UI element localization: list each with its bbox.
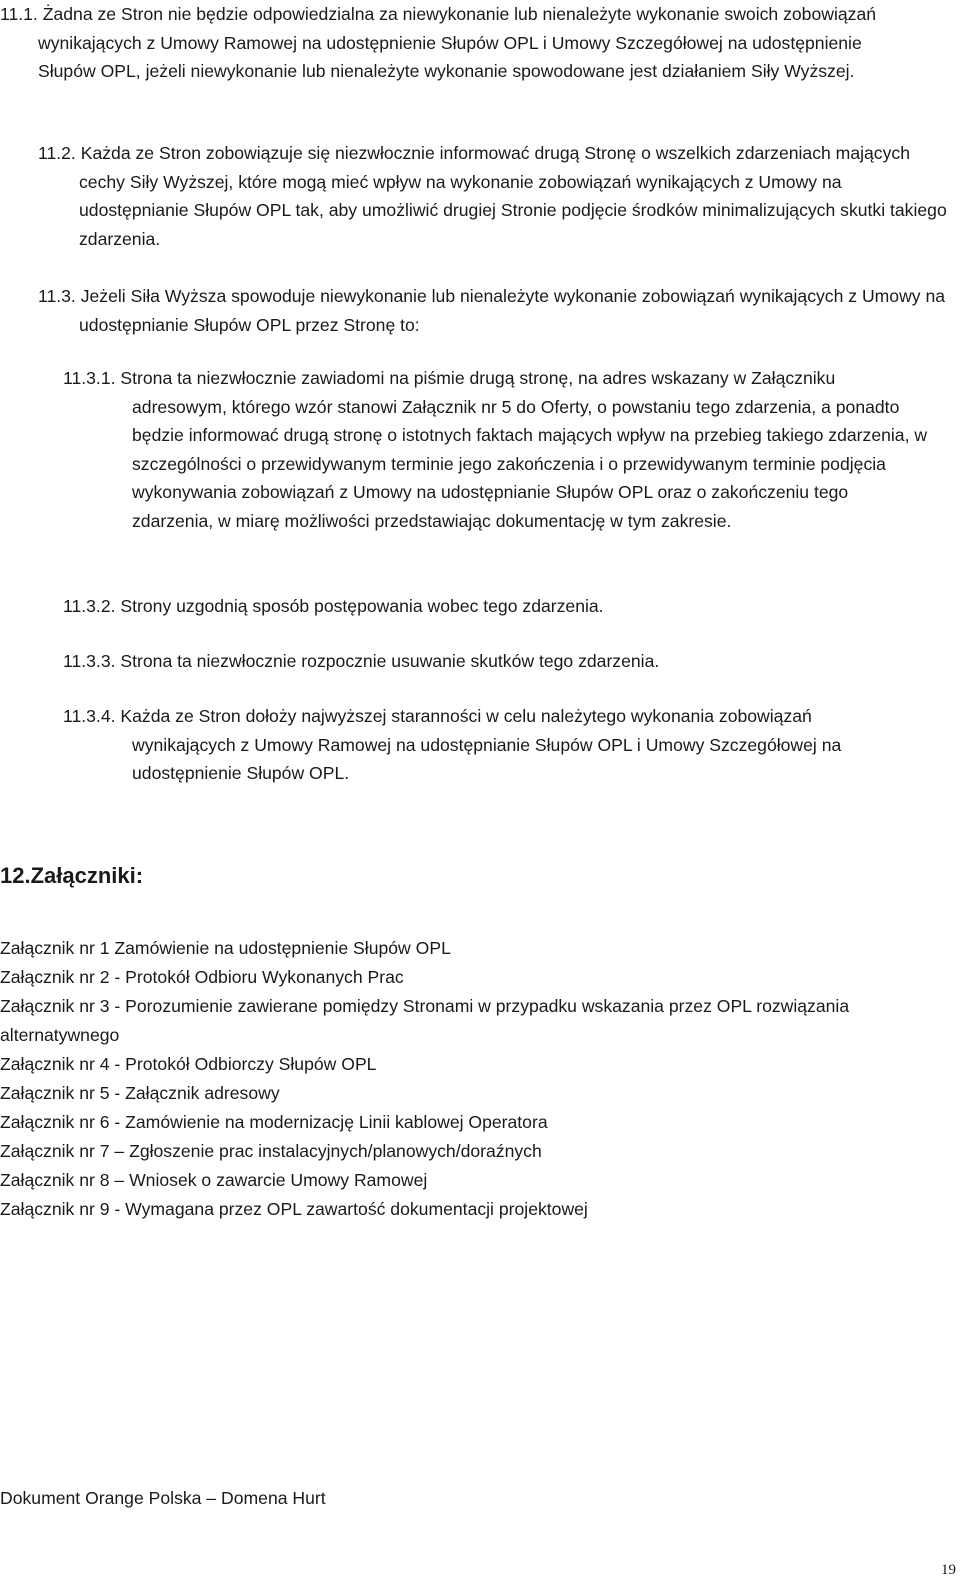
clause-text: Jeżeli Siła Wyższa spowoduje niewykonanie lub nienależyte wykonanie zobowiązań wynikających z Umowy na udostępnianie Słupów OPL przez Stronę to: [79,286,946,335]
clause-11-3-2 [63,592,933,621]
attachment-item: Załącznik nr 9 - Wymagana przez OPL zawartość dokumentacji projektowej [0,1199,588,1219]
clause-11-3-3 [63,647,933,676]
attachment-item: Załącznik nr 1 Zamówienie na udostępnienie Słupów OPL [0,938,451,958]
attachment-item: Załącznik nr 2 - Protokół Odbioru Wykonanych Prac [0,967,404,987]
attachment-item: Załącznik nr 6 - Zamówienie na modernizację Linii kablowej Operatora [0,1112,548,1132]
clause-11-3-1 [63,364,933,536]
page-number: 19 [941,1562,956,1578]
clause-11-3 [38,282,950,339]
attachment-item: Załącznik nr 8 – Wniosek o zawarcie Umowy Ramowej [0,1170,428,1190]
attachment-item: Załącznik nr 5 - Załącznik adresowy [0,1083,280,1103]
clause-text: Strona ta niezwłocznie rozpocznie usuwanie skutków tego zdarzenia. [120,651,660,671]
attachment-item: Załącznik nr 4 - Protokół Odbiorczy Słupów OPL [0,1054,377,1074]
clause-text: Każda ze Stron zobowiązuje się niezwłocznie informować drugą Stronę o wszelkich zdarzeniach mających cechy Siły Wyższej, które mogą mieć wpływ na wykonanie zobowiązań wynikających z Umowy na udostępnianie Słupów OPL tak, aby umożliwić drugiej Stronie podjęcie środków minimalizujących skutki takiego zdarzenia. [79,143,947,249]
clause-11-2 [38,139,950,253]
attachment-item: Załącznik nr 7 – Zgłoszenie prac instalacyjnych/planowych/doraźnych [0,1141,542,1161]
clause-text: Strony uzgodnią sposób postępowania wobec tego zdarzenia. [120,596,604,616]
section-heading: 12.Załączniki: [0,863,144,888]
clause-number: 11.3.2. [63,596,116,616]
clause-number: 11.3. [38,286,76,306]
attachment-item: Załącznik nr 3 - Porozumienie zawierane pomiędzy Stronami w przypadku wskazania przez OPL rozwiązania alternatywnego [0,996,850,1045]
clause-11-3-4 [63,702,911,788]
document-footer: Dokument Orange Polska – Domena Hurt [0,1488,326,1508]
clause-number: 11.2. [38,143,76,163]
clause-text: Żadna ze Stron nie będzie odpowiedzialna za niewykonanie lub nienależyte wykonanie swoich zobowiązań wynikających z Umowy Ramowej na udostępnienie Słupów OPL i Umowy Szczegółowej na udostępnienie Słupów OPL, jeżeli niewykonanie lub nienależyte wykonanie spowodowane jest działaniem Siły Wyższej. [38,4,877,82]
clause-number: 11.3.1. [63,368,116,388]
clause-number: 11.1. [0,4,38,24]
clause-number: 11.3.3. [63,651,116,671]
attachments-list [0,934,935,1224]
clause-number: 11.3.4. [63,706,116,726]
clause-11-1 [0,0,905,86]
clause-text: Strona ta niezwłocznie zawiadomi na piśmie drugą stronę, na adres wskazany w Załączniku adresowym, którego wzór stanowi Załącznik nr 5 do Oferty, o powstaniu tego zdarzenia, a ponadto będzie informować drugą stronę o istotnych faktach mających wpływ na przebieg takiego zdarzenia, w szczególności o przewidywanym terminie jego zakończenia i o przewidywanym terminie podjęcia wykonywania zobowiązań z Umowy na udostępnianie Słupów OPL oraz o zakończeniu tego zdarzenia, w miarę możliwości przedstawiając dokumentację w tym zakresie. [120,368,928,531]
clause-text: Każda ze Stron dołoży najwyższej staranności w celu należytego wykonania zobowiązań wynikających z Umowy Ramowej na udostępnianie Słupów OPL i Umowy Szczegółowej na udostępnienie Słupów OPL. [120,706,842,784]
